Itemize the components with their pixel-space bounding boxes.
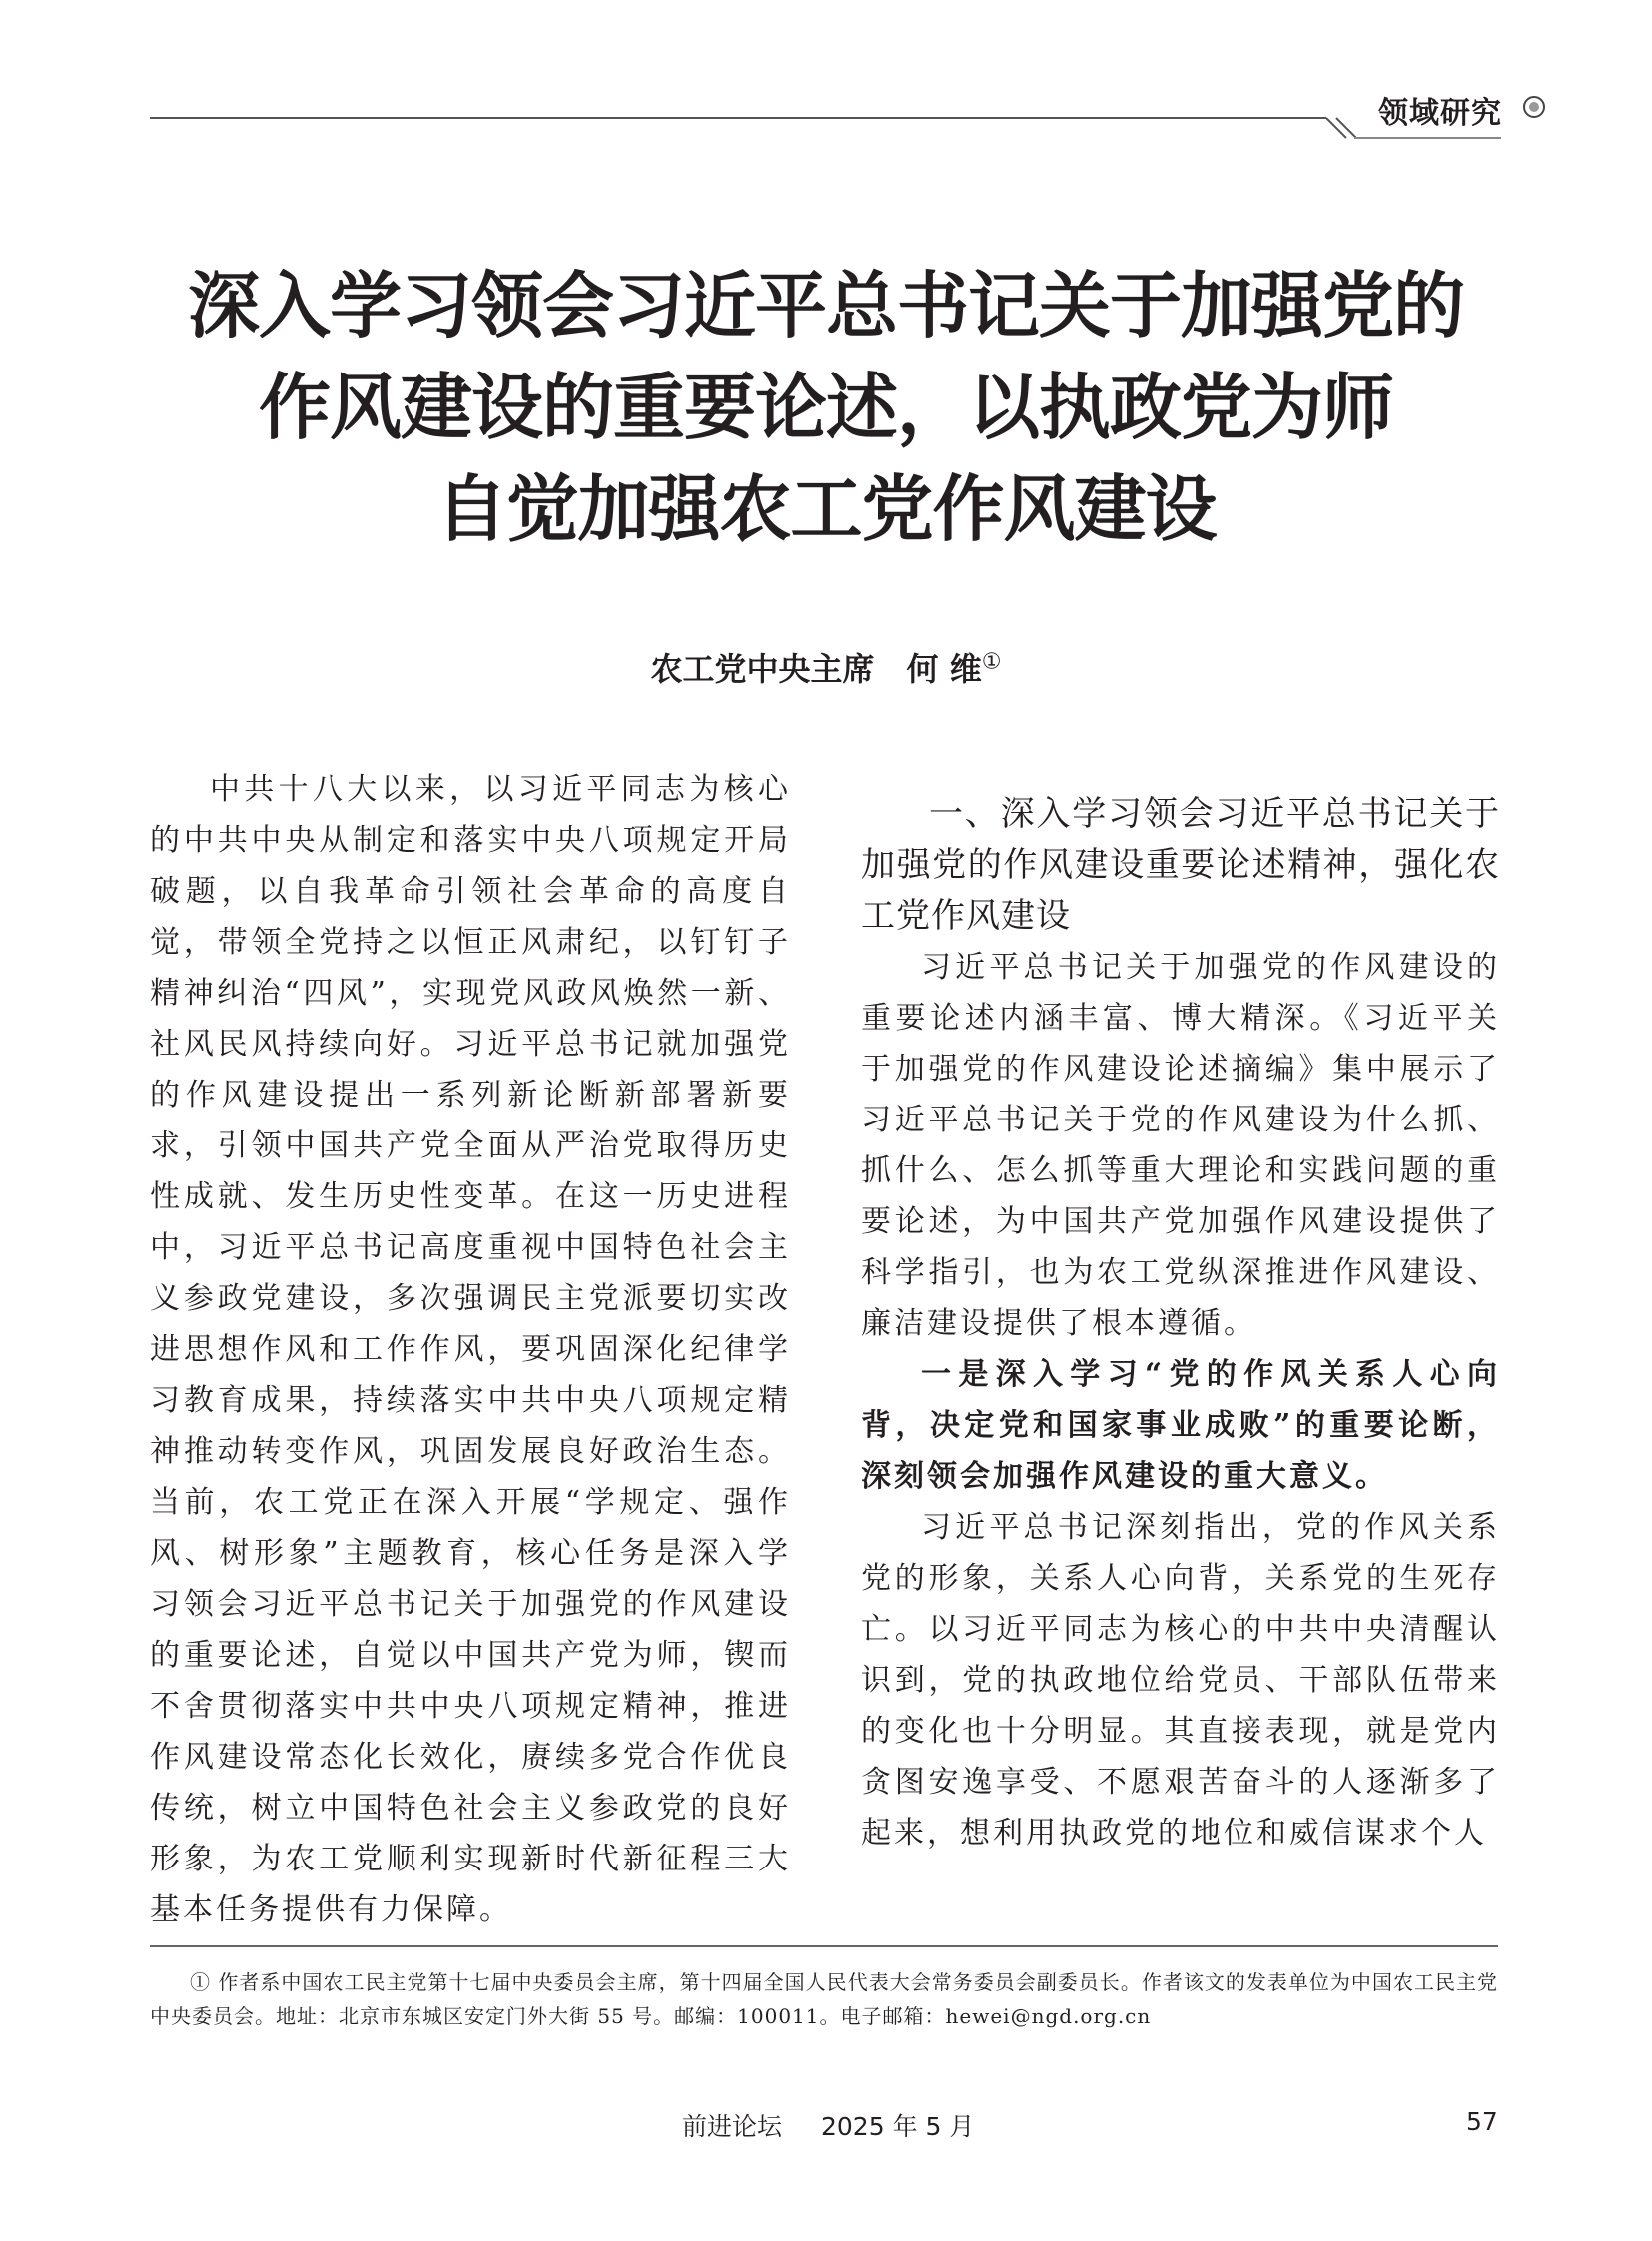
section-label: 领域研究 bbox=[1378, 96, 1502, 131]
header-rule-decoration bbox=[0, 0, 1652, 160]
title-line: 自觉加强农工党作风建设 bbox=[435, 467, 1217, 551]
paragraph: 习近平总书记关于加强党的作风建设的重要论述内涵丰富、博大精深。《习近平关于加强党的作风建设论述摘编》集中展示了习近平总书记关于党的作风建设为什么抓、抓什么、怎么抓等重大理论和实践问题的重要论述，为中国共产党加强作风建设提供了科学指引，也为农工党纵深推进作风建设、廉洁建设提供了根本遵循。 bbox=[861, 950, 1500, 1341]
bullseye-icon bbox=[1523, 96, 1545, 118]
issue-date: 2025 年 5 月 bbox=[821, 2112, 975, 2141]
paragraph-bold: 一是深入学习“党的作风关系人心向背，决定党和国家事业成败”的重要论断，深刻领会加强作风建设的重大意义。 bbox=[861, 1357, 1500, 1494]
footnote: ① 作者系中国农工民主党第十七届中央委员会主席，第十四届全国人民代表大会常务委员会副委员长。作者该文的发表单位为中国农工民主党中央委员会。地址：北京市东城区安定门外大街 55 号。邮编：100011。电子邮箱：hewei@ngd.org.cn bbox=[150, 1970, 1498, 2028]
article-title bbox=[100, 255, 1552, 560]
right-column bbox=[861, 789, 1500, 1859]
paragraph: 习近平总书记深刻指出，党的作风关系党的形象，关系人心向背，关系党的生死存亡。以习近平同志为核心的中共中央清醒认识到，党的执政地位给党员、干部队伍带来的变化也十分明显。其直接表现，就是党内贪图安逸享受、不愿艰苦奋斗的人逐渐多了起来，想利用执政党的地位和威信谋求个人 bbox=[861, 1510, 1500, 1851]
footnote-divider bbox=[150, 1945, 1498, 1947]
section-heading: 一、深入学习领会习近平总书记关于加强党的作风建设重要论述精神，强化农工党作风建设 bbox=[861, 794, 1500, 936]
journal-name: 前进论坛 bbox=[682, 2112, 783, 2141]
left-column bbox=[150, 764, 791, 1935]
page-number: 57 bbox=[1466, 2107, 1498, 2136]
author-line bbox=[0, 644, 1652, 690]
footnote-mark: ① bbox=[981, 649, 1002, 675]
title-line: 深入学习领会习近平总书记关于加强党的 bbox=[187, 264, 1464, 348]
author-name: 农工党中央主席 何 维 bbox=[650, 650, 982, 688]
title-line: 作风建设的重要论述，以执政党为师 bbox=[258, 366, 1393, 449]
paragraph: 中共十八大以来，以习近平同志为核心的中共中央从制定和落实中央八项规定开局破题，以自我革命引领社会革命的高度自觉，带领全党持之以恒正风肃纪，以钉钉子精神纠治“四风”，实现党风政风焕然一新、社风民风持续向好。习近平总书记就加强党的作风建设提出一系列新论断新部署新要求，引领中国共产党全面从严治党取得历史性成就、发生历史性变革。在这一历史进程中，习近平总书记高度重视中国特色社会主义参政党建设，多次强调民主党派要切实改进思想作风和工作作风，要巩固深化纪律学习教育成果，持续落实中共中央八项规定精神推动转变作风，巩固发展良好政治生态。当前，农工党正在深入开展“学规定、强作风、树形象”主题教育，核心任务是深入学习领会习近平总书记关于加强党的作风建设的重要论述，自觉以中国共产党为师，锲而不舍贯彻落实中共中央八项规定精神，推进作风建设常态化长效化，赓续多党合作优良传统，树立中国特色社会主义参政党的良好形象，为农工党顺利实现新时代新征程三大基本任务提供有力保障。 bbox=[150, 772, 791, 1927]
